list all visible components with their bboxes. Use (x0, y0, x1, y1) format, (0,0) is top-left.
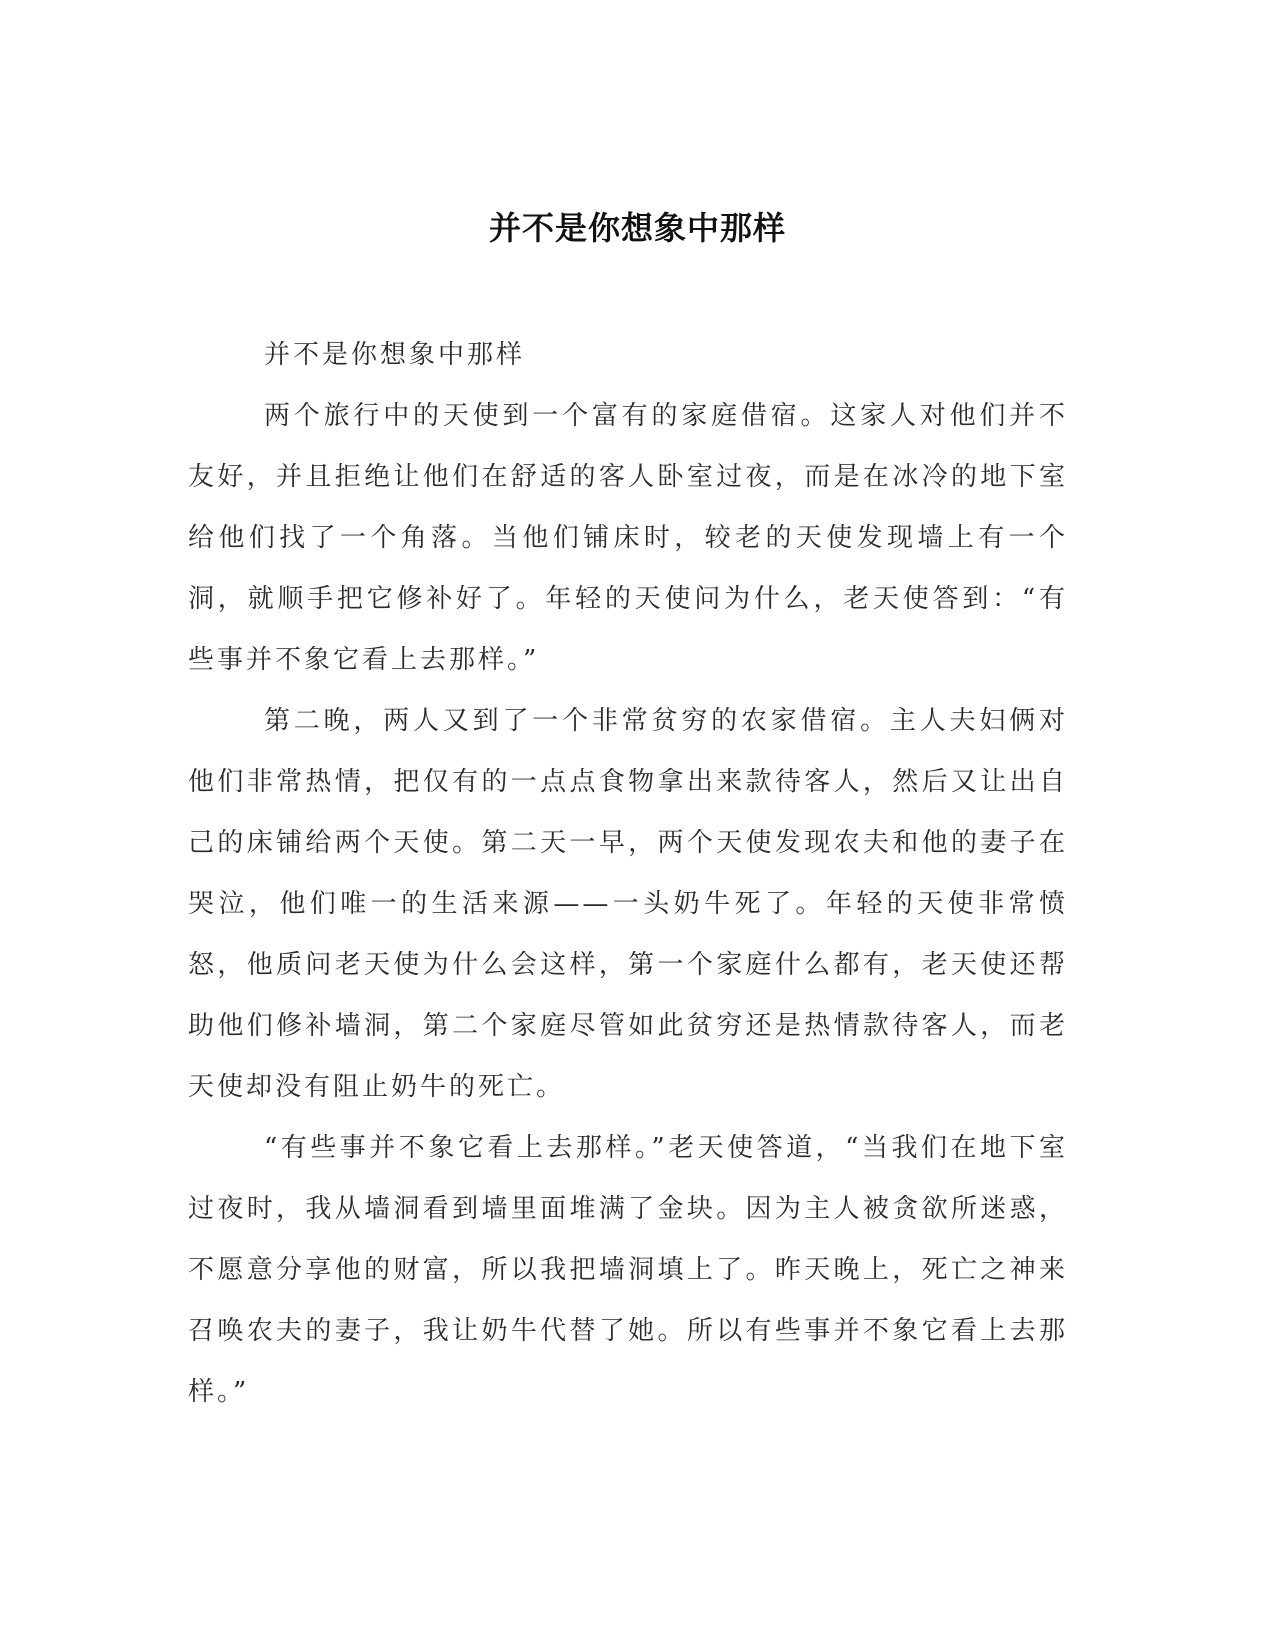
paragraph: 第二晚，两人又到了一个非常贫穷的农家借宿。主人夫妇俩对他们非常热情，把仅有的一点点食物拿出来款待客人，然后又让出自己的床铺给两个天使。第二天一早，两个天使发现农夫和他的妻子在哭泣，他们唯一的生活来源——一头奶牛死了。年轻的天使非常愤怒，他质问老天使为什么会这样，第一个家庭什么都有，老天使还帮助他们修补墙洞，第二个家庭尽管如此贫穷还是热情款待客人，而老天使却没有阻止奶牛的死亡。 (188, 706, 1068, 1102)
document-title: 并不是你想象中那样 (488, 209, 786, 247)
paragraph: “有些事并不象它看上去那样。”老天使答道，“当我们在地下室过夜时，我从墙洞看到墙里面堆满了金块。因为主人被贪欲所迷惑，不愿意分享他的财富，所以我把墙洞填上了。昨天晚上，死亡之神来召唤农夫的妻子，我让奶牛代替了她。所以有些事并不象它看上去那样。” (188, 1133, 1068, 1407)
document-body (188, 325, 1068, 1423)
paragraph-subtitle: 并不是你想象中那样 (264, 340, 526, 370)
paragraph: 两个旅行中的天使到一个富有的家庭借宿。这家人对他们并不友好，并且拒绝让他们在舒适的客人卧室过夜，而是在冰冷的地下室给他们找了一个角落。当他们铺床时，较老的天使发现墙上有一个洞，就顺手把它修补好了。年轻的天使问为什么，老天使答到：“有些事并不象它看上去那样。” (188, 401, 1068, 675)
